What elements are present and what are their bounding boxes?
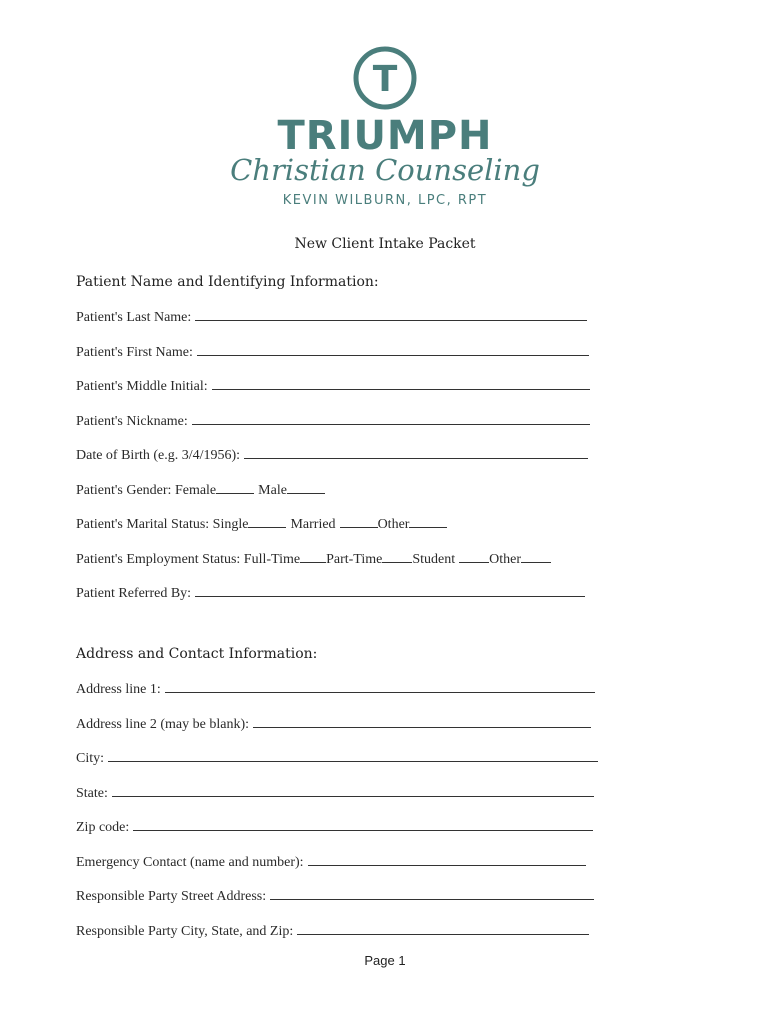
document-title: New Client Intake Packet bbox=[294, 236, 476, 252]
logo-letter: T bbox=[372, 59, 398, 100]
marital-field bbox=[76, 513, 447, 535]
address2-blank[interactable] bbox=[253, 713, 591, 728]
dob-label: Date of Birth (e.g. 3/4/1956): bbox=[76, 448, 241, 463]
last-name-field bbox=[76, 306, 587, 328]
gender-male-label: Male bbox=[258, 483, 287, 498]
address1-label: Address line 1: bbox=[76, 682, 161, 697]
last-name-blank[interactable] bbox=[195, 306, 587, 321]
rp-street-blank[interactable] bbox=[270, 885, 594, 900]
zip-label: Zip code: bbox=[76, 820, 130, 835]
state-field bbox=[76, 782, 594, 804]
brand-name: TRIUMPH bbox=[277, 113, 493, 159]
nickname-blank[interactable] bbox=[192, 410, 590, 425]
middle-initial-blank[interactable] bbox=[212, 375, 590, 390]
first-name-field bbox=[76, 341, 589, 363]
employment-parttime-label: Part-Time bbox=[326, 552, 383, 567]
gender-female-blank[interactable] bbox=[216, 479, 254, 494]
referred-by-field bbox=[76, 582, 585, 604]
marital-other-label: Other bbox=[377, 517, 410, 532]
state-blank[interactable] bbox=[112, 782, 594, 797]
middle-initial-label: Patient's Middle Initial: bbox=[76, 379, 208, 394]
employment-label: Patient's Employment Status: Full-Time bbox=[76, 552, 301, 567]
marital-single-blank[interactable] bbox=[248, 513, 286, 528]
employment-other-label: Other bbox=[489, 552, 522, 567]
gender-label: Patient's Gender: Female bbox=[76, 483, 217, 498]
employment-student-blank[interactable] bbox=[459, 548, 489, 563]
employment-parttime-blank[interactable] bbox=[382, 548, 412, 563]
emergency-contact-field bbox=[76, 851, 586, 873]
referred-by-label: Patient Referred By: bbox=[76, 586, 192, 601]
rp-city-blank[interactable] bbox=[297, 920, 589, 935]
employment-fulltime-blank[interactable] bbox=[300, 548, 326, 563]
zip-field bbox=[76, 816, 593, 838]
middle-initial-field bbox=[76, 375, 590, 397]
state-label: State: bbox=[76, 786, 108, 801]
rp-street-label: Responsible Party Street Address: bbox=[76, 889, 267, 904]
referred-by-blank[interactable] bbox=[195, 582, 585, 597]
section-heading-address: Address and Contact Information: bbox=[76, 646, 318, 662]
city-label: City: bbox=[76, 751, 105, 766]
rp-street-field bbox=[76, 885, 594, 907]
marital-label: Patient's Marital Status: Single bbox=[76, 517, 249, 532]
emergency-contact-label: Emergency Contact (name and number): bbox=[76, 855, 304, 870]
city-field bbox=[76, 747, 598, 769]
address1-blank[interactable] bbox=[165, 678, 595, 693]
rp-city-label: Responsible Party City, State, and Zip: bbox=[76, 924, 294, 939]
brand-credit: KEVIN WILBURN, LPC, RPT bbox=[282, 193, 488, 208]
nickname-label: Patient's Nickname: bbox=[76, 414, 188, 429]
marital-married-blank[interactable] bbox=[340, 513, 378, 528]
logo-mark-icon bbox=[352, 45, 418, 111]
employment-student-label: Student bbox=[412, 552, 456, 567]
section-heading-patient: Patient Name and Identifying Information: bbox=[76, 274, 379, 290]
address1-field bbox=[76, 678, 595, 700]
gender-field bbox=[76, 479, 325, 501]
marital-other-blank[interactable] bbox=[409, 513, 447, 528]
dob-field bbox=[76, 444, 588, 466]
employment-field bbox=[76, 548, 551, 570]
address2-field bbox=[76, 713, 591, 735]
brand-tagline: Christian Counseling bbox=[230, 153, 540, 187]
page-number: Page 1 bbox=[364, 953, 406, 968]
emergency-contact-blank[interactable] bbox=[308, 851, 586, 866]
address2-label: Address line 2 (may be blank): bbox=[76, 717, 250, 732]
rp-city-field bbox=[76, 920, 589, 942]
city-blank[interactable] bbox=[108, 747, 598, 762]
gender-male-blank[interactable] bbox=[287, 479, 325, 494]
zip-blank[interactable] bbox=[133, 816, 593, 831]
first-name-label: Patient's First Name: bbox=[76, 345, 193, 360]
dob-blank[interactable] bbox=[244, 444, 588, 459]
last-name-label: Patient's Last Name: bbox=[76, 310, 192, 325]
employment-other-blank[interactable] bbox=[521, 548, 551, 563]
nickname-field bbox=[76, 410, 590, 432]
first-name-blank[interactable] bbox=[197, 341, 589, 356]
marital-married-label: Married bbox=[290, 517, 336, 532]
